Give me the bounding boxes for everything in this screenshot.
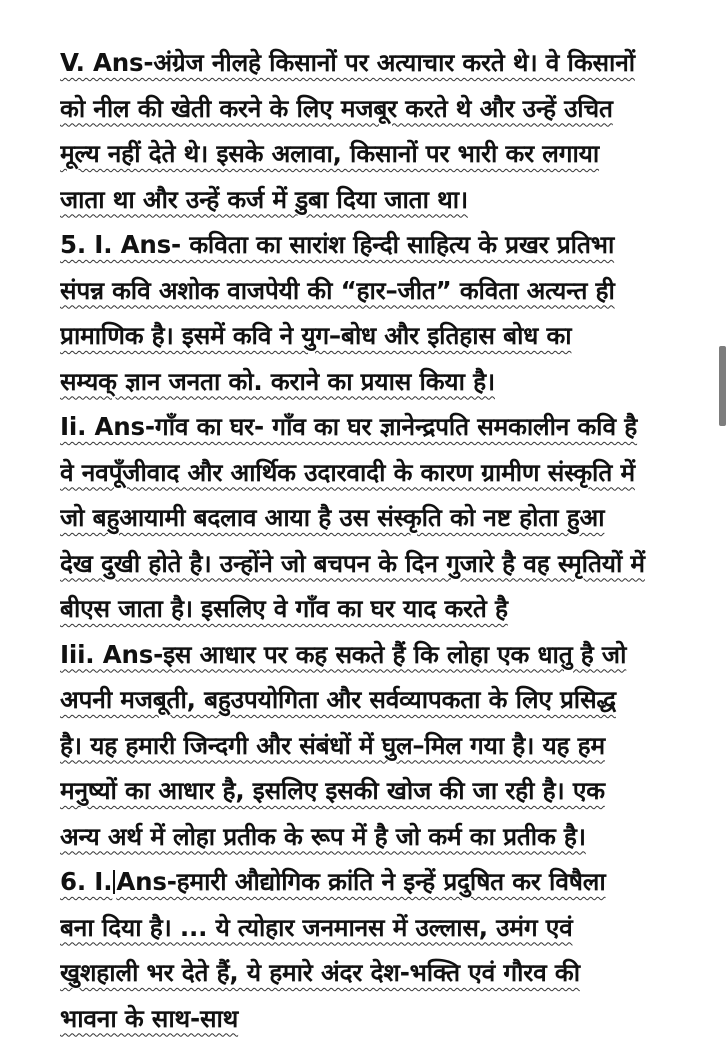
- text-line-4: जाता था और उन्हें कर्ज में डुबा दिया जाता था।: [60, 177, 684, 223]
- text-line-10: वे नवपूँजीवाद और आर्थिक उदारवादी के कारण ग्रामीण संस्कृति में: [60, 450, 684, 496]
- text-line-3: मूल्य नहीं देते थे। इसके अलावा, किसानों पर भारी कर लगाया: [60, 131, 684, 177]
- text-line-14: Iii. Ans-इस आधार पर कह सकते हैं कि लोहा एक धातु है जो: [60, 632, 684, 678]
- text-line-21: खुशहाली भर देते हैं, ये हमारे अंदर देश-भक्ति एवं गौरव की: [60, 950, 684, 996]
- text-line-19: [60, 859, 684, 905]
- text-line-6: संपन्न कवि अशोक वाजपेयी की “हार–जीत” कविता अत्यन्त ही: [60, 268, 684, 314]
- text-line-15: अपनी मजबूती, बहुउपयोगिता और सर्वव्यापकता के लिए प्रसिद्ध: [60, 677, 684, 723]
- text-line-20: बना दिया है। ... ये त्योहार जनमानस में उल्लास, उमंग एवं: [60, 905, 684, 951]
- text-line-19-number: 6. I.: [60, 867, 112, 896]
- text-line-1: V. Ans-अंग्रेज नीलहे किसानों पर अत्याचार करते थे। वे किसानों: [60, 40, 684, 86]
- scrollbar-thumb[interactable]: [719, 346, 726, 426]
- text-line-8: सम्यक् ज्ञान जनता को. कराने का प्रयास किया है।: [60, 359, 684, 405]
- text-line-18: अन्य अर्थ में लोहा प्रतीक के रूप में है जो कर्म का प्रतीक है।: [60, 814, 684, 860]
- text-line-13: बीएस जाता है। इसलिए वे गाँव का घर याद करते है: [60, 586, 684, 632]
- text-line-19-answer: Ans-हमारी औद्योगिक क्रांति ने इन्हें प्रदुषित कर विषैला: [116, 867, 605, 896]
- text-line-5: 5. I. Ans- कविता का सारांश हिन्दी साहित्य के प्रखर प्रतिभा: [60, 222, 684, 268]
- text-line-22: भावना के साथ-साथ: [60, 996, 684, 1041]
- text-line-11: जो बहुआयामी बदलाव आया है उस संस्कृति को नष्ट होता हुआ: [60, 495, 684, 541]
- text-line-12: देख दुखी होते है। उन्होंने जो बचपन के दिन गुजारे है वह स्मृतियों में: [60, 541, 684, 587]
- text-line-9: Ii. Ans-गाँव का घर- गाँव का घर ज्ञानेन्द्रपति समकालीन कवि है: [60, 404, 684, 450]
- text-line-2: को नील की खेती करने के लिए मजबूर करते थे और उन्हें उचित: [60, 86, 684, 132]
- text-cursor: [113, 870, 115, 894]
- text-line-7: प्रामाणिक है। इसमें कवि ने युग–बोध और इतिहास बोध का: [60, 313, 684, 359]
- text-line-17: मनुष्यों का आधार है, इसलिए इसकी खोज की जा रही है। एक: [60, 768, 684, 814]
- text-line-16: है। यह हमारी जिन्दगी और संबंधों में घुल–मिल गया है। यह हम: [60, 723, 684, 769]
